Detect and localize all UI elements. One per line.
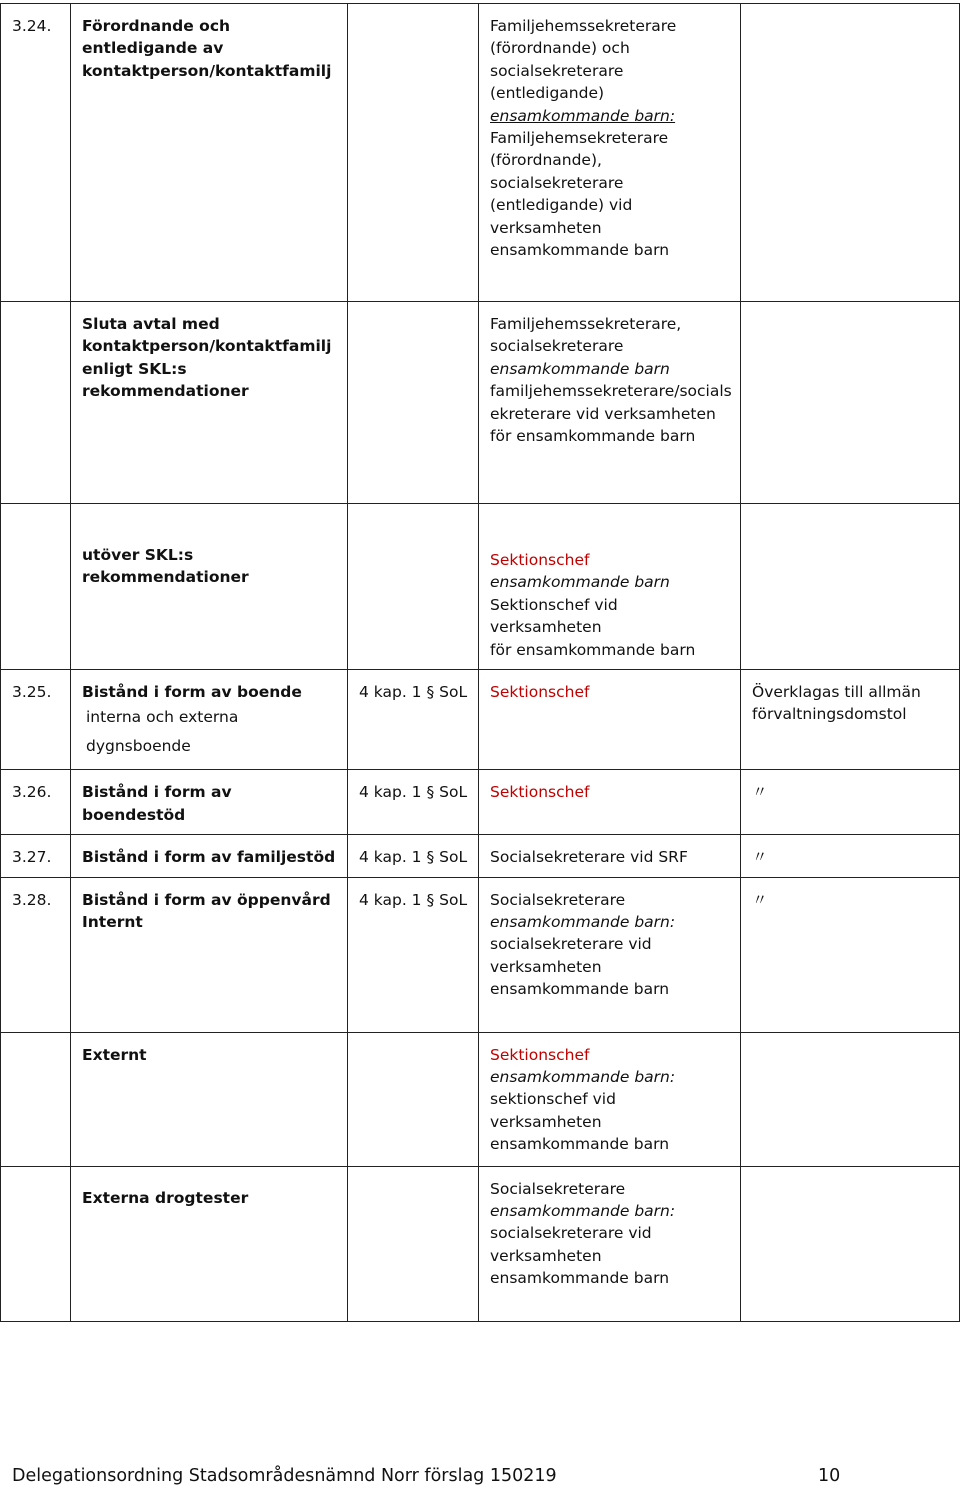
row-delegat: Sektionschef ensamkommande barn: sektionschef vid verksamheten ensamkommande barn	[479, 1032, 741, 1166]
row-anmarkning	[741, 504, 960, 670]
row-anmarkning: 〃	[741, 835, 960, 877]
row-lagrum	[348, 504, 479, 670]
row-lagrum	[348, 302, 479, 504]
delegation-table	[0, 3, 960, 1322]
row-delegat	[479, 670, 741, 770]
table-row-3-27	[1, 835, 960, 877]
delegat-red: Sektionschef	[490, 551, 590, 569]
row-title: Bistånd i form av öppenvård Internt	[71, 877, 348, 1032]
row-delegat: Socialsekreterare vid SRF	[479, 835, 741, 877]
ensamkommande-label: ensamkommande barn:	[490, 1202, 676, 1221]
row-number: 3.24.	[1, 4, 71, 302]
row-anmarkning: 〃	[741, 877, 960, 1032]
row-number: 3.26.	[1, 770, 71, 835]
row-title: Externa drogtester	[71, 1166, 348, 1321]
row-title: Bistånd i form av boende interna och externa dygnsboende	[71, 670, 348, 770]
delegat-red: Sektionschef	[490, 683, 590, 702]
row-number	[1, 1032, 71, 1166]
page-footer	[12, 1466, 912, 1486]
row-anmarkning: 〃	[741, 770, 960, 835]
row-delegat	[479, 770, 741, 835]
row-delegat: Familjehemssekreterare, socialsekreterare ensamkommande barn familjehemssekreterare/socials ekreterare vid verksamheten för ensamkommande barn	[479, 302, 741, 504]
row-lagrum	[348, 1166, 479, 1321]
table-row-3-24-avtal	[1, 302, 960, 504]
ensamkommande-label: ensamkommande barn	[490, 359, 670, 378]
ensamkommande-label: ensamkommande barn	[490, 573, 670, 592]
row-title: Bistånd i form av familjestöd	[71, 835, 348, 877]
row-title: Externt	[71, 1032, 348, 1166]
row-anmarkning	[741, 1166, 960, 1321]
footer-title: Delegationsordning Stadsområdesnämnd Norr förslag 150219	[12, 1466, 557, 1486]
row-delegat: Familjehemssekreterare (förordnande) och socialsekreterare (entledigande) ensamkommande barn: Familjehemsekreterare (förordnande), socialsekreterare (entledigande) vid verksamheten ensamkommande barn	[479, 4, 741, 302]
ensamkommande-label: ensamkommande barn:	[490, 913, 676, 932]
table-row-3-24	[1, 4, 960, 302]
row-title: Förordnande och entledigande av kontaktperson/kontaktfamilj	[71, 4, 348, 302]
row-number	[1, 302, 71, 504]
row-anmarkning: Överklagas till allmän förvaltningsdomstol	[741, 670, 960, 770]
page-number: 10	[818, 1466, 841, 1486]
row-number: 3.25.	[1, 670, 71, 770]
row-number	[1, 1166, 71, 1321]
row-delegat: Sektionschef ensamkommande barn Sektionschef vid verksamheten för ensamkommande barn	[479, 504, 741, 670]
row-delegat: Socialsekreterare ensamkommande barn: socialsekreterare vid verksamheten ensamkommande barn	[479, 877, 741, 1032]
row-number: 3.28.	[1, 877, 71, 1032]
table-row-3-26	[1, 770, 960, 835]
row-title: Bistånd i form av boendestöd	[71, 770, 348, 835]
row-lagrum: 4 kap. 1 § SoL	[348, 877, 479, 1032]
table-row-3-28-externt	[1, 1032, 960, 1166]
row-number: 3.27.	[1, 835, 71, 877]
table-row-3-28-drogtester	[1, 1166, 960, 1321]
row-anmarkning	[741, 1032, 960, 1166]
table-row-3-24-utover	[1, 504, 960, 670]
row-delegat: Socialsekreterare ensamkommande barn: socialsekreterare vid verksamheten ensamkommande barn	[479, 1166, 741, 1321]
row-title: utöver SKL:s rekommendationer	[71, 504, 348, 670]
delegat-red: Sektionschef	[490, 783, 590, 802]
row-anmarkning	[741, 4, 960, 302]
row-lagrum	[348, 1032, 479, 1166]
row-number	[1, 504, 71, 670]
table-row-3-25	[1, 670, 960, 770]
row-anmarkning	[741, 302, 960, 504]
table-row-3-28	[1, 877, 960, 1032]
row-lagrum: 4 kap. 1 § SoL	[348, 670, 479, 770]
row-lagrum: 4 kap. 1 § SoL	[348, 770, 479, 835]
row-lagrum: 4 kap. 1 § SoL	[348, 835, 479, 877]
delegat-red: Sektionschef	[490, 1045, 590, 1064]
ensamkommande-label: ensamkommande barn:	[490, 1068, 676, 1087]
row-lagrum	[348, 4, 479, 302]
row-title: Sluta avtal med kontaktperson/kontaktfamilj enligt SKL:s rekommendationer	[71, 302, 348, 504]
ensamkommande-label: ensamkommande barn:	[490, 106, 676, 125]
